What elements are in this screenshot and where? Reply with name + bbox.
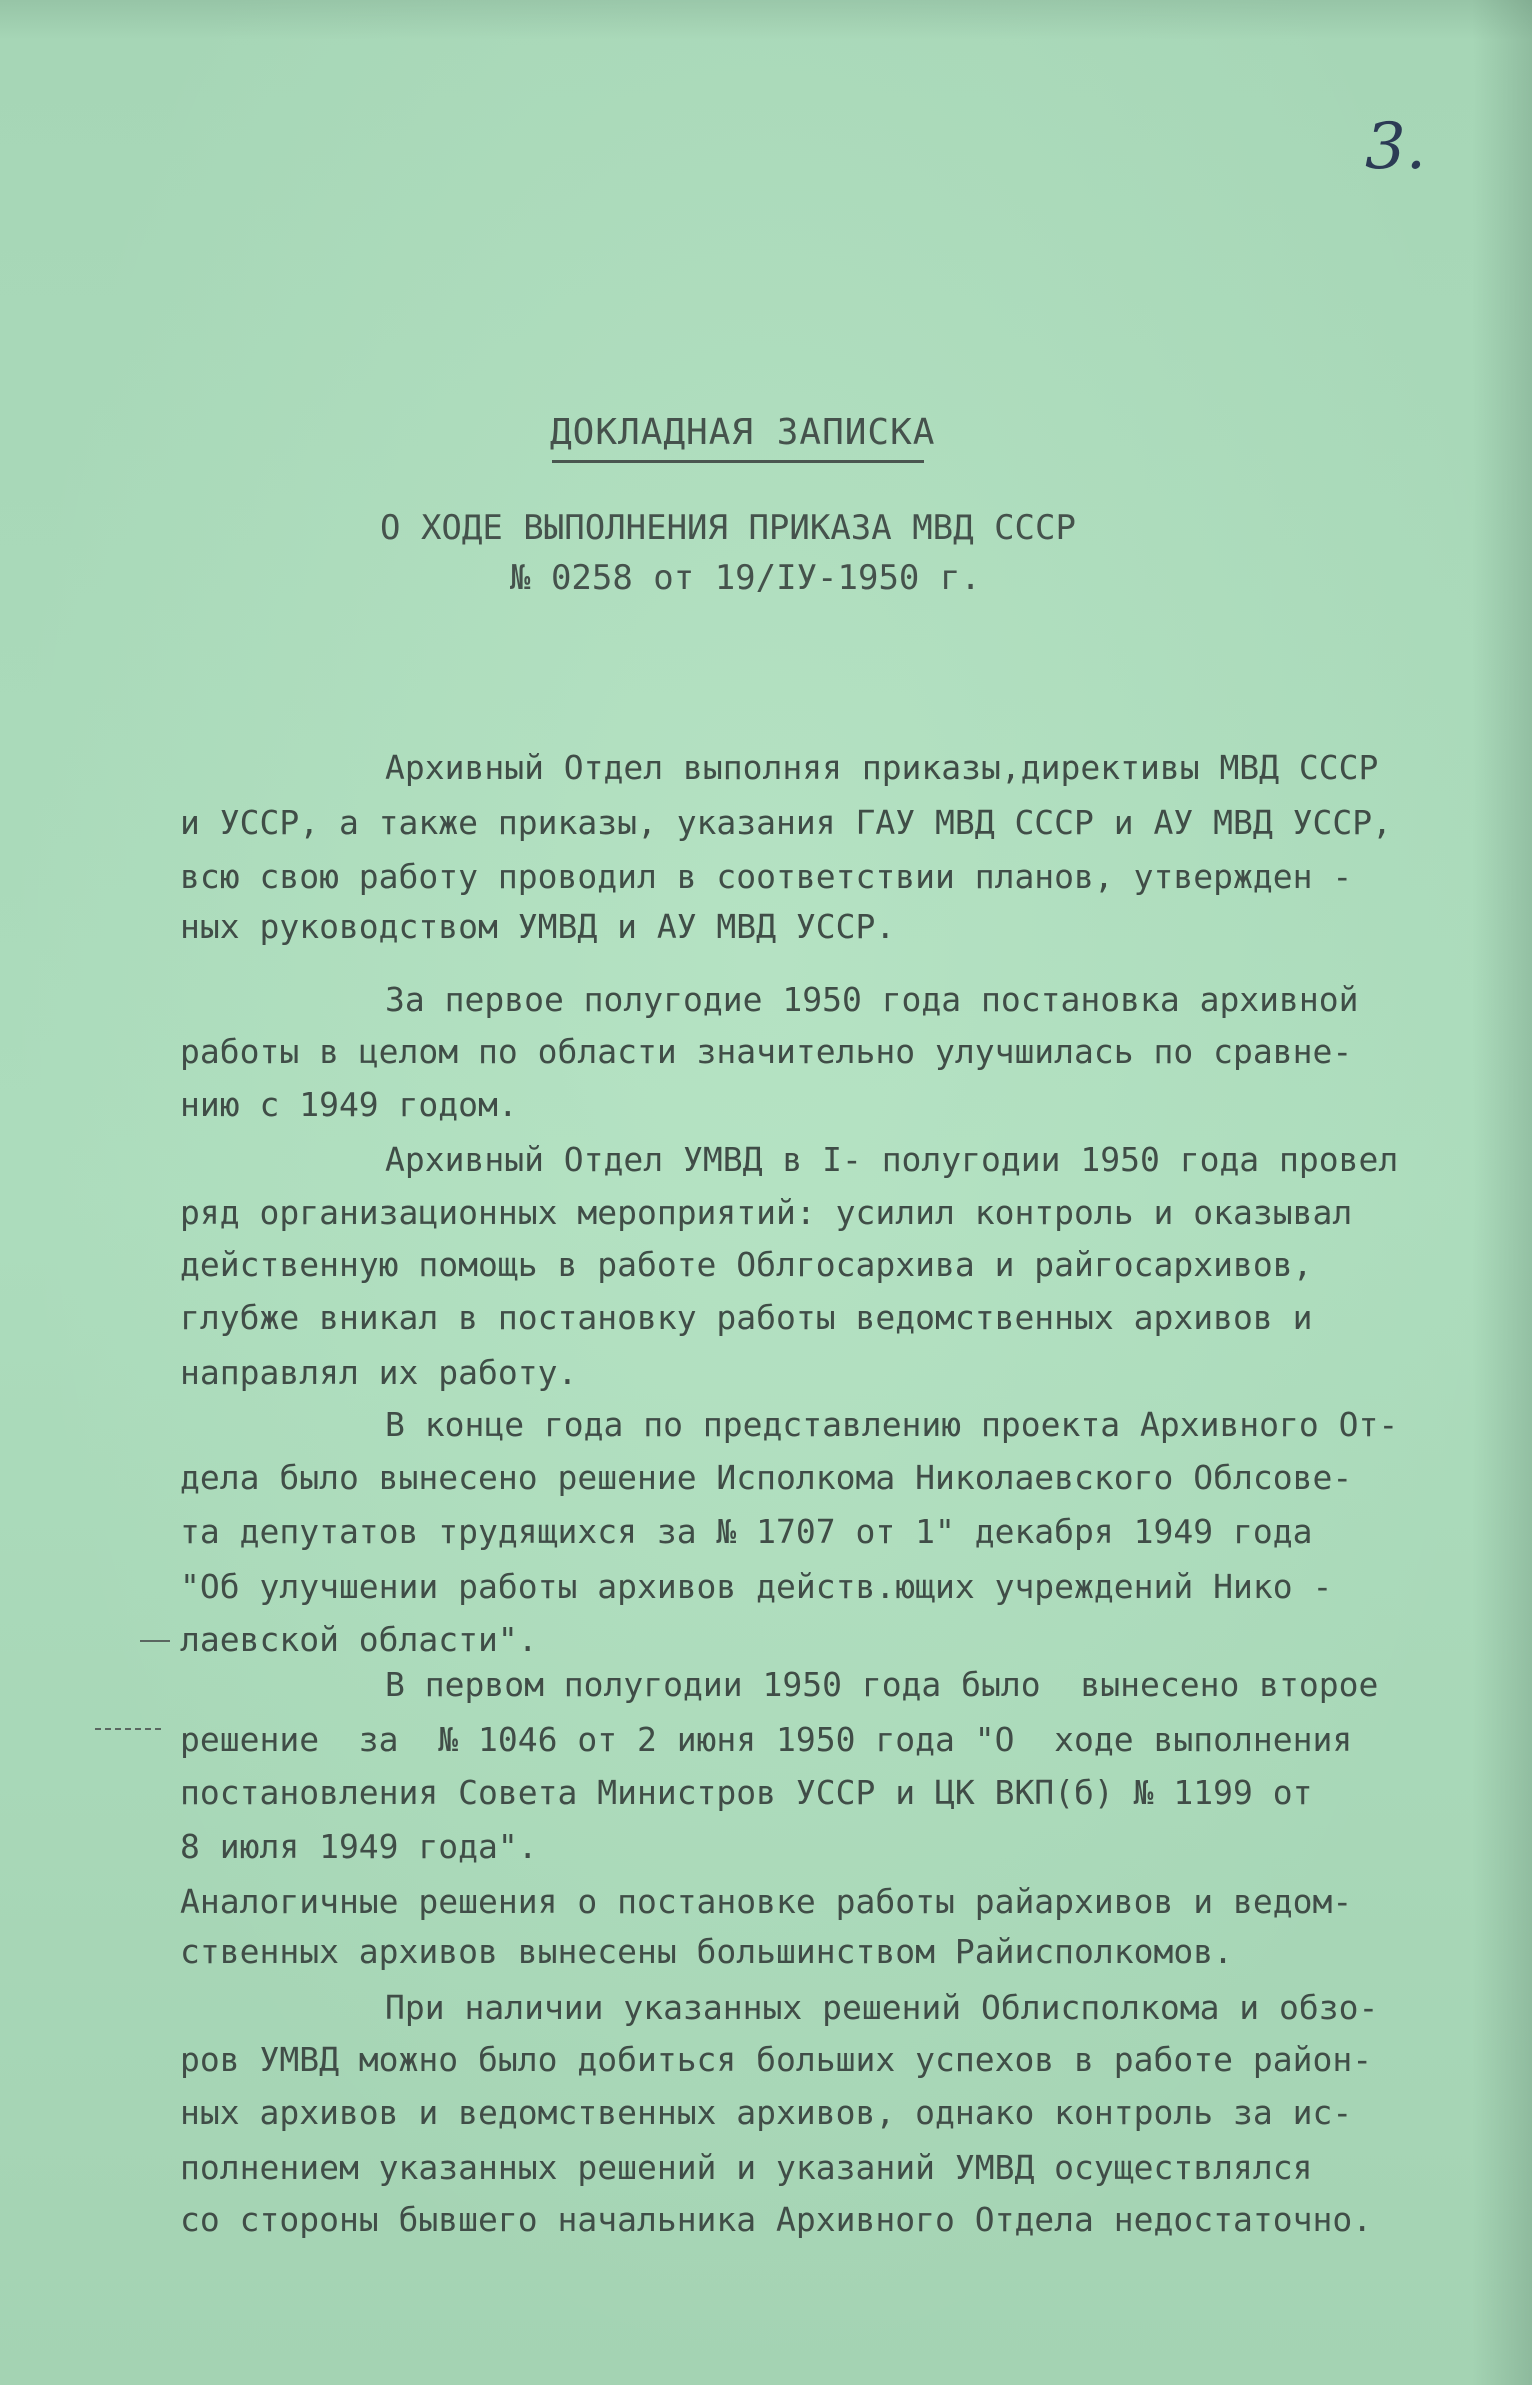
body-line: направлял их работу. bbox=[180, 1353, 578, 1392]
margin-pencil-mark bbox=[95, 1728, 165, 1730]
body-line: нию с 1949 годом. bbox=[180, 1085, 518, 1124]
page-right-edge-shadow bbox=[1472, 0, 1532, 2385]
body-line: ров УМВД можно было добиться больших успехов в работе район- bbox=[180, 2040, 1373, 2079]
body-line: решение за № 1046 от 2 июня 1950 года "О ходе выполнения bbox=[180, 1720, 1353, 1759]
document-title: ДОКЛАДНАЯ ЗАПИСКА bbox=[550, 412, 936, 453]
document-subtitle-line-1: О ХОДЕ ВЫПОЛНЕНИЯ ПРИКАЗА МВД СССР bbox=[380, 508, 1076, 548]
page-top-shadow bbox=[0, 0, 1532, 40]
document-subtitle-line-2: № 0258 от 19/IУ-1950 г. bbox=[510, 558, 981, 598]
body-line: В первом полугодии 1950 года было вынесено второе bbox=[385, 1665, 1379, 1704]
title-underline bbox=[552, 460, 924, 463]
body-line: За первое полугодие 1950 года постановка архивной bbox=[385, 980, 1359, 1019]
body-line: постановления Совета Министров УССР и ЦК ВКП(б) № 1199 от bbox=[180, 1773, 1313, 1812]
margin-pencil-mark bbox=[140, 1640, 170, 1642]
body-line: полнением указанных решений и указаний УМВД осуществлялся bbox=[180, 2148, 1313, 2187]
body-line: со стороны бывшего начальника Архивного Отдела недостаточно. bbox=[180, 2200, 1373, 2239]
body-line: лаевской области". bbox=[180, 1620, 538, 1659]
body-line: ряд организационных мероприятий: усилил контроль и оказывал bbox=[180, 1193, 1353, 1232]
body-line: ственных архивов вынесены большинством Райисполкомов. bbox=[180, 1932, 1233, 1971]
body-line: Архивный Отдел выполняя приказы,директивы МВД СССР bbox=[385, 748, 1379, 787]
body-line: ных архивов и ведомственных архивов, однако контроль за ис- bbox=[180, 2093, 1353, 2132]
body-line: В конце года по представлению проекта Архивного От- bbox=[385, 1405, 1399, 1444]
body-line: Архивный Отдел УМВД в I- полугодии 1950 года провел bbox=[385, 1140, 1399, 1179]
body-line: и УССР, а также приказы, указания ГАУ МВД СССР и АУ МВД УССР, bbox=[180, 803, 1392, 842]
body-line: При наличии указанных решений Облисполкома и обзо- bbox=[385, 1988, 1379, 2027]
body-line: Аналогичные решения о постановке работы райархивов и ведом- bbox=[180, 1882, 1353, 1921]
handwritten-page-number: 3. bbox=[1365, 110, 1427, 184]
body-line: всю свою работу проводил в соответствии планов, утвержден - bbox=[180, 857, 1353, 896]
body-line: ных руководством УМВД и АУ МВД УССР. bbox=[180, 907, 896, 946]
body-line: та депутатов трудящихся за № 1707 от 1" декабря 1949 года bbox=[180, 1512, 1313, 1551]
body-line: глубже вникал в постановку работы ведомственных архивов и bbox=[180, 1298, 1313, 1337]
body-line: 8 июля 1949 года". bbox=[180, 1827, 538, 1866]
body-line: работы в целом по области значительно улучшилась по сравне- bbox=[180, 1032, 1353, 1071]
body-line: дела было вынесено решение Исполкома Николаевского Облсове- bbox=[180, 1458, 1353, 1497]
body-line: действенную помощь в работе Облгосархива и райгосархивов, bbox=[180, 1245, 1313, 1284]
body-line: "Об улучшении работы архивов действ.ющих учреждений Нико - bbox=[180, 1567, 1333, 1606]
